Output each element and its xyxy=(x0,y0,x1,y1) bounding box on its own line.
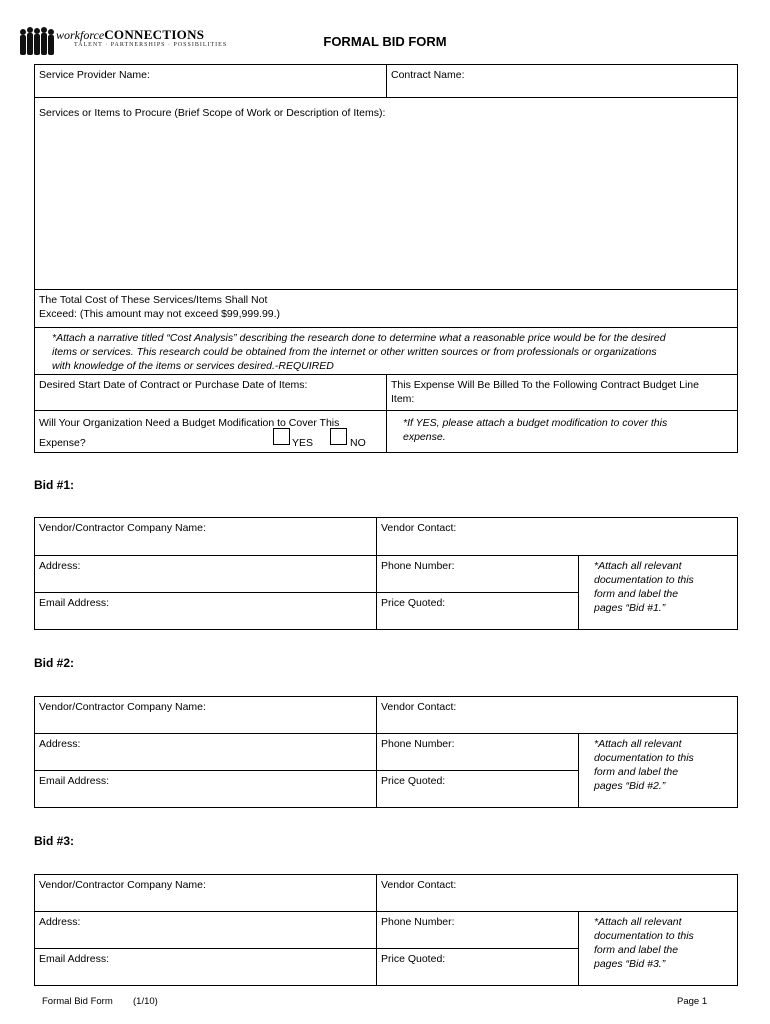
bid-3-note-line2: documentation to this xyxy=(594,930,694,942)
contract-name-field[interactable]: Contract Name: xyxy=(391,69,465,81)
budget-line-item-field-line1[interactable]: This Expense Will Be Billed To the Following Contract Budget Line xyxy=(391,379,699,391)
bid-2-heading: Bid #2: xyxy=(34,656,75,670)
cost-analysis-note-line3: with knowledge of the items or services desired.-REQUIRED xyxy=(52,360,334,372)
service-provider-name-field[interactable]: Service Provider Name: xyxy=(39,69,150,81)
bid-2-price-field[interactable]: Price Quoted: xyxy=(381,775,446,787)
bid-2-note-line1: *Attach all relevant xyxy=(594,738,682,750)
total-cost-label-line1[interactable]: The Total Cost of These Services/Items Shall Not xyxy=(39,294,268,306)
bid-3-phone-field[interactable]: Phone Number: xyxy=(381,916,455,928)
logo-tagline: TALENT · PARTNERSHIPS · POSSIBILITIES xyxy=(74,42,228,48)
bid-2-phone-field[interactable]: Phone Number: xyxy=(381,738,455,750)
bid-3-contact-field[interactable]: Vendor Contact: xyxy=(381,879,457,891)
bid-3-company-field[interactable]: Vendor/Contractor Company Name: xyxy=(39,879,206,891)
bid-1-note-line3: form and label the xyxy=(594,588,679,600)
no-checkbox[interactable] xyxy=(330,428,347,445)
bid-2-note-line4: pages “Bid #2.” xyxy=(594,780,666,792)
bid-3-note-line1: *Attach all relevant xyxy=(594,916,682,928)
budget-mod-question-line1: Will Your Organization Need a Budget Modification to Cover This xyxy=(39,417,340,429)
if-yes-note-line2: expense. xyxy=(403,431,446,443)
if-yes-note-line1: *If YES, please attach a budget modification to cover this xyxy=(403,417,668,429)
bid-1-company-field[interactable]: Vendor/Contractor Company Name: xyxy=(39,522,206,534)
bid-1-email-field[interactable]: Email Address: xyxy=(39,597,110,609)
bid-3-heading: Bid #3: xyxy=(34,834,75,848)
yes-label: YES xyxy=(292,437,314,449)
logo-word-italic: workforce xyxy=(56,28,105,42)
yes-checkbox[interactable] xyxy=(273,428,290,445)
budget-mod-question-line2: Expense? xyxy=(39,437,86,449)
cost-analysis-note-line2: items or services. This research could be obtained from the internet or other written sources or from professionals or organizations xyxy=(52,346,657,358)
bid-1-heading: Bid #1: xyxy=(34,478,75,492)
bid-1-contact-field[interactable]: Vendor Contact: xyxy=(381,522,457,534)
bid-2-note-line2: documentation to this xyxy=(594,752,694,764)
bid-3-address-field[interactable]: Address: xyxy=(39,916,81,928)
bid-3-email-field[interactable]: Email Address: xyxy=(39,953,110,965)
bid-1-note-line2: documentation to this xyxy=(594,574,694,586)
budget-line-item-field-line2: Item: xyxy=(391,393,415,405)
bid-1-note-line1: *Attach all relevant xyxy=(594,560,682,572)
bid-2-company-field[interactable]: Vendor/Contractor Company Name: xyxy=(39,701,206,713)
no-label: NO xyxy=(350,437,366,449)
logo-word-bold: CONNECTIONS xyxy=(104,27,205,42)
start-date-field[interactable]: Desired Start Date of Contract or Purchase Date of Items: xyxy=(39,379,308,391)
bid-2-address-field[interactable]: Address: xyxy=(39,738,81,750)
bid-1-price-field[interactable]: Price Quoted: xyxy=(381,597,446,609)
bid-3-note-line3: form and label the xyxy=(594,944,679,956)
bid-2-contact-field[interactable]: Vendor Contact: xyxy=(381,701,457,713)
bid-3-note-line4: pages “Bid #3.” xyxy=(594,958,666,970)
footer-page-number: Page 1 xyxy=(677,996,708,1007)
total-cost-label-line2: Exceed: (This amount may not exceed $99,999.99.) xyxy=(39,308,281,320)
bid-1-address-field[interactable]: Address: xyxy=(39,560,81,572)
bid-1-phone-field[interactable]: Phone Number: xyxy=(381,560,455,572)
bid-1-note-line4: pages “Bid #1.” xyxy=(594,602,666,614)
footer-form-name: Formal Bid Form xyxy=(42,996,113,1007)
services-scope-field[interactable]: Services or Items to Procure (Brief Scope of Work or Description of Items): xyxy=(39,107,386,119)
cost-analysis-note-line1: *Attach a narrative titled “Cost Analysis” describing the research done to determine what a reasonable price would be for the desired xyxy=(52,332,666,344)
page-title: FORMAL BID FORM xyxy=(323,34,447,49)
bid-2-note-line3: form and label the xyxy=(594,766,679,778)
bid-3-price-field[interactable]: Price Quoted: xyxy=(381,953,446,965)
bid-2-email-field[interactable]: Email Address: xyxy=(39,775,110,787)
footer-version: (1/10) xyxy=(133,996,158,1007)
